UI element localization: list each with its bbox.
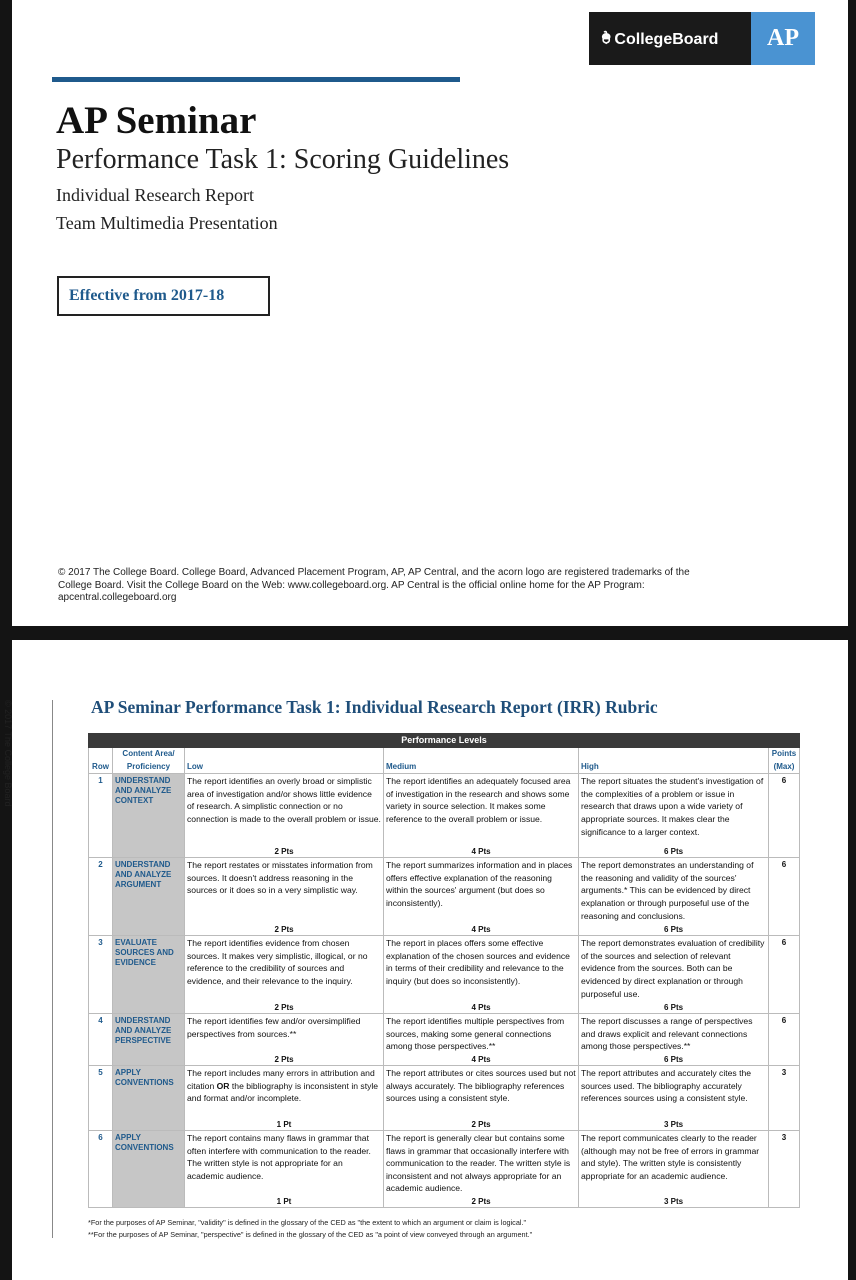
content-area: UNDERSTAND AND ANALYZE CONTEXT bbox=[113, 774, 185, 858]
rubric-row bbox=[89, 1065, 800, 1130]
row-number: 2 bbox=[89, 858, 113, 936]
performance-levels-row bbox=[89, 734, 800, 748]
rubric-row bbox=[89, 1014, 800, 1066]
content-area: UNDERSTAND AND ANALYZE ARGUMENT bbox=[113, 858, 185, 936]
column-header-row bbox=[89, 748, 800, 774]
high-points: 6 Pts bbox=[663, 1003, 684, 1013]
content-area: APPLY CONVENTIONS bbox=[113, 1130, 185, 1207]
row-number: 1 bbox=[89, 774, 113, 858]
medium-cell: The report in places offers some effective explanation of the chosen sources and evidence in terms of their credibility and relevance to the inquiry (but does so inconsistently). 4 Pts bbox=[384, 936, 579, 1014]
low-points: 2 Pts bbox=[274, 847, 294, 857]
logo-brand-text: CollegeBoard bbox=[614, 31, 719, 48]
max-points: 6 bbox=[769, 1014, 800, 1066]
area-header: Content Area/ Proficiency bbox=[113, 748, 185, 774]
content-area: APPLY CONVENTIONS bbox=[113, 1065, 185, 1130]
high-cell: The report demonstrates an understanding of the reasoning and validity of the sources' arguments.* This can be evidenced by direct explanation or through purposeful use of the reasoning and conclusions. 6 Pts bbox=[579, 858, 769, 936]
medium-points: 2 Pts bbox=[471, 1196, 491, 1206]
rubric-row bbox=[89, 858, 800, 936]
content-area: UNDERSTAND AND ANALYZE PERSPECTIVE bbox=[113, 1014, 185, 1066]
medium-cell: The report identifies an adequately focused area of investigation in the research and shows some variety in source selection. It makes some reference to the overall problem or issue. 4 Pts bbox=[384, 774, 579, 858]
max-points: 3 bbox=[769, 1130, 800, 1207]
footnote-validity: *For the purposes of AP Seminar, "validity" is defined in the glossary of the CED as "the extent to which an argument or claim is logical." bbox=[88, 1218, 527, 1227]
low-cell: The report contains many flaws in grammar that often interfere with communication to the reader. The written style is not appropriate for an academic audience. 1 Pt bbox=[185, 1130, 384, 1207]
max-points: 6 bbox=[769, 858, 800, 936]
low-cell: The report restates or misstates information from sources. It doesn't address reasoning in the sources or it does so in a very simplistic way. 2 Pts bbox=[185, 858, 384, 936]
medium-cell: The report attributes or cites sources used but not always accurately. The bibliography references sources using a consistent style. 2 Pts bbox=[384, 1065, 579, 1130]
title-rule bbox=[52, 77, 460, 82]
margin-rule bbox=[52, 700, 53, 1238]
page-title: AP Seminar bbox=[56, 99, 257, 142]
rubric-row bbox=[89, 1130, 800, 1207]
side-copyright: © 2017 The College Board bbox=[3, 700, 13, 807]
content-area: EVALUATE SOURCES AND EVIDENCE bbox=[113, 936, 185, 1014]
rubric-table bbox=[88, 733, 800, 1208]
high-points: 3 Pts bbox=[663, 1119, 684, 1129]
rubric-row bbox=[89, 774, 800, 858]
copyright-notice: © 2017 The College Board. College Board, Advanced Placement Program, AP, AP Central, and the acorn logo are registered trademarks of the College Board. Visit the College Board on the Web: www.collegeboard.org. AP Central is the official online home for the AP Program: apcentral.collegeboard.org bbox=[58, 567, 690, 603]
medium-header: Medium bbox=[384, 748, 579, 774]
high-cell: The report communicates clearly to the reader (although may not be free of errors in grammar and style). The written style is consistently appropriate for an academic audience. 3 Pts bbox=[579, 1130, 769, 1207]
high-cell: The report attributes and accurately cites the sources used. The bibliography accurately references sources using a consistent style. 3 Pts bbox=[579, 1065, 769, 1130]
max-points: 3 bbox=[769, 1065, 800, 1130]
medium-cell: The report summarizes information and in places offers effective explanation of the reasoning within the sources' argument (but does so inconsistently). 4 Pts bbox=[384, 858, 579, 936]
medium-cell: The report is generally clear but contains some flaws in grammar that occasionally interfere with communication to the reader. The written style is inconsistent and not always appropriate for an academic audience. 2 Pts bbox=[384, 1130, 579, 1207]
row-header: Row bbox=[89, 748, 113, 774]
college-board-logo bbox=[589, 12, 815, 65]
high-points: 6 Pts bbox=[663, 847, 684, 857]
max-points: 6 bbox=[769, 936, 800, 1014]
footnote-perspective: **For the purposes of AP Seminar, "perspective" is defined in the glossary of the CED as "a point of view conveyed through an argument." bbox=[88, 1230, 533, 1239]
low-header: Low bbox=[185, 748, 384, 774]
medium-points: 4 Pts bbox=[471, 1003, 491, 1013]
low-cell: The report includes many errors in attribution and citation OR the bibliography is inconsistent in style and format and/or incomplete. 1 Pt bbox=[185, 1065, 384, 1130]
high-cell: The report demonstrates evaluation of credibility of the sources and selection of relevant evidence from the sources. Both can be evidenced by direct explanation or through purposeful use. 6 Pts bbox=[579, 936, 769, 1014]
row-number: 4 bbox=[89, 1014, 113, 1066]
row-number: 5 bbox=[89, 1065, 113, 1130]
ap-logo-badge: AP bbox=[751, 12, 815, 65]
row-number: 6 bbox=[89, 1130, 113, 1207]
low-cell: The report identifies few and/or oversimplified perspectives from sources.** 2 Pts bbox=[185, 1014, 384, 1066]
medium-points: 4 Pts bbox=[471, 847, 491, 857]
low-points: 2 Pts bbox=[274, 925, 294, 935]
high-points: 6 Pts bbox=[663, 925, 684, 935]
rubric-row bbox=[89, 936, 800, 1014]
high-cell: The report situates the student's investigation of the complexities of a problem or issue in research that draws upon a wide variety of appropriate sources. It makes clear the significance to a larger context. 6 Pts bbox=[579, 774, 769, 858]
component-item: Team Multimedia Presentation bbox=[56, 213, 278, 233]
medium-points: 4 Pts bbox=[471, 1054, 491, 1064]
points-header: Points (Max) bbox=[769, 748, 800, 774]
low-points: 2 Pts bbox=[274, 1003, 294, 1013]
acorn-icon: 🌰︎ bbox=[601, 29, 612, 48]
high-header: High bbox=[579, 748, 769, 774]
high-points: 6 Pts bbox=[663, 1054, 684, 1064]
rubric-title: AP Seminar Performance Task 1: Individual Research Report (IRR) Rubric bbox=[91, 697, 658, 717]
cover-page bbox=[12, 0, 848, 626]
low-cell: The report identifies an overly broad or simplistic area of investigation and/or shows little evidence of research. A simplistic connection or no connection is made to the overall problem or issue. 2 Pts bbox=[185, 774, 384, 858]
page-subtitle: Performance Task 1: Scoring Guidelines bbox=[56, 144, 510, 175]
medium-points: 4 Pts bbox=[471, 925, 491, 935]
row-number: 3 bbox=[89, 936, 113, 1014]
component-item: Individual Research Report bbox=[56, 185, 254, 205]
low-points: 1 Pt bbox=[276, 1196, 292, 1206]
low-points: 1 Pt bbox=[276, 1119, 292, 1129]
medium-points: 2 Pts bbox=[471, 1119, 491, 1129]
effective-date-box bbox=[57, 276, 270, 316]
high-points: 3 Pts bbox=[663, 1196, 684, 1206]
max-points: 6 bbox=[769, 774, 800, 858]
performance-levels-header: Performance Levels bbox=[89, 734, 800, 748]
low-points: 2 Pts bbox=[274, 1054, 294, 1064]
effective-date-label: Effective from 2017-18 bbox=[69, 287, 225, 304]
low-cell: The report identifies evidence from chosen sources. It makes very simplistic, illogical, or no reference to the credibility of sources and evidence, and their relevance to the inquiry. 2 Pts bbox=[185, 936, 384, 1014]
medium-cell: The report identifies multiple perspectives from sources, making some general connections among those perspectives.** 4 Pts bbox=[384, 1014, 579, 1066]
high-cell: The report discusses a range of perspectives and draws explicit and relevant connections among those perspectives.** 6 Pts bbox=[579, 1014, 769, 1066]
